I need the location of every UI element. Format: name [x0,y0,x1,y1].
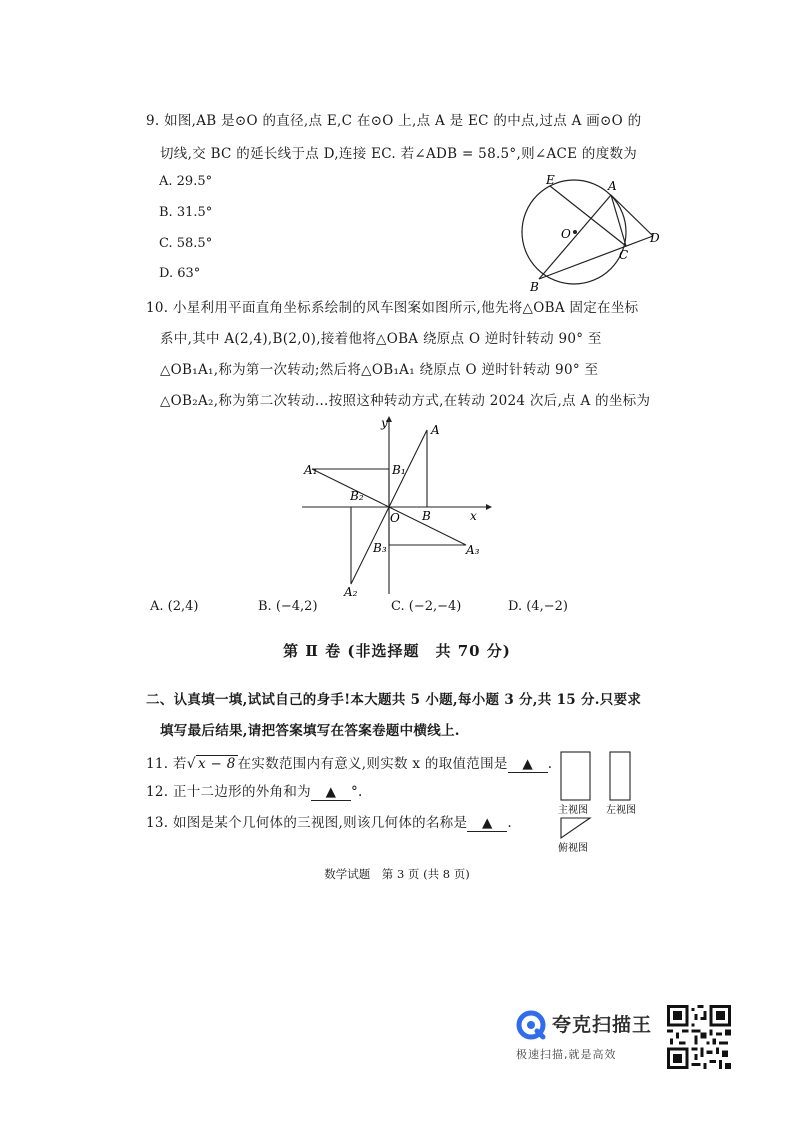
q10-label-b: B [422,509,431,523]
q9-label-d: D [650,231,660,245]
q10-option-c: C. (−2,−4) [391,599,462,614]
q9-label-e: E [546,173,555,187]
q9-circle-figure [508,170,678,295]
q9-option-d: D. 63° [159,266,201,281]
q10-line2: 系中,其中 A(2,4),B(2,0),接着他将△OBA 绕原点 O 逆时针转动 90° 至 [160,331,602,347]
q13-answer-blank: ▲ [467,815,507,832]
q11-end: . [547,756,553,772]
q11 [146,752,552,773]
q10-option-b: B. (−4,2) [258,599,318,614]
q10-label-b1: B₁ [392,463,406,477]
q9-option-b: B. 31.5° [159,205,213,220]
q10-label-o: O [390,511,400,525]
q9-label-o: O [561,227,571,241]
q11-answer-blank: ▲ [508,756,548,773]
q10-option-a: A. (2,4) [150,599,199,614]
q10-option-d: D. (4,−2) [508,599,568,614]
q10-line3: △OB₁A₁,称为第一次转动;然后将△OB₁A₁ 绕原点 O 逆时针转动 90° 至 [160,362,599,378]
left-view-label: 左视图 [606,805,636,816]
q10-line1: 10. 小星利用平面直角坐标系绘制的风车图案如图所示,他先将△OBA 固定在坐标 [146,300,639,316]
q10-line4: △OB₂A₂,称为第二次转动…按照这种转动方式,在转动 2024 次后,点 A 的坐标为 [160,393,651,409]
left-view-rect [610,752,630,800]
scanner-logo-subtitle: 极速扫描,就是高效 [516,1048,617,1061]
q10-label-b3: B₃ [373,541,387,555]
q11-radicand: x − 8 [198,756,236,772]
q10-label-a: A [431,423,440,437]
q11-prefix: 11. 若 [146,756,187,772]
q10-windmill-figure [298,414,498,599]
q10-label-b2: B₂ [350,489,364,503]
q13-end: . [507,815,512,831]
top-view-triangle [561,818,590,838]
q9-label-b: B [530,280,539,294]
q10-label-a1: A₁ [304,463,318,477]
q12-answer-blank: ▲ [311,784,351,801]
q12-prefix: 12. 正十二边形的外角和为 [146,784,311,800]
q9-line1: 9. 如图,AB 是⊙O 的直径,点 E,C 在⊙O 上,点 A 是 EC 的中点,过点 A 画⊙O 的 [146,113,642,129]
q11-sqrt-symbol: √ [186,756,196,772]
front-view-rect [561,752,590,800]
q13 [146,811,512,832]
q12 [146,780,363,801]
qr-code-icon [667,1005,731,1069]
scanner-watermark [514,1008,664,1068]
q10-label-a2: A₂ [344,585,358,599]
section-2-title: 第 Ⅱ 卷 (非选择题 共 70 分) [283,642,511,660]
front-view-label: 主视图 [558,805,588,816]
q11-suffix: 在实数范围内有意义,则实数 x 的取值范围是 [237,756,508,772]
q9-option-a: A. 29.5° [159,174,213,189]
q10-label-x: x [470,509,477,523]
section-2-heading-line1: 二、认真填一填,试试自己的身手!本大题共 5 小题,每小题 3 分,共 15 分.只要求 [146,692,642,708]
q9-label-c: C [619,248,629,262]
q13-prefix: 13. 如图是某个几何体的三视图,则该几何体的名称是 [146,815,468,831]
page-footer: 数学试题 第 3 页 (共 8 页) [324,867,470,881]
q9-line2: 切线,交 BC 的延长线于点 D,连接 EC. 若∠ADB = 58.5°,则∠ACE 的度数为 [160,146,638,162]
q9-label-a: A [608,179,617,193]
q10-label-a3: A₃ [466,543,480,557]
q12-end: °. [350,784,363,800]
top-view-label: 俯视图 [558,843,588,854]
scanner-logo-icon [516,1010,546,1040]
q10-label-y: y [381,416,388,430]
q13-three-views-figure [552,748,652,858]
scanner-logo-title: 夸克扫描王 [552,1014,653,1036]
section-2-heading-line2: 填写最后结果,请把答案填写在答案卷题中横线上. [160,723,460,739]
q9-option-c: C. 58.5° [159,236,213,251]
